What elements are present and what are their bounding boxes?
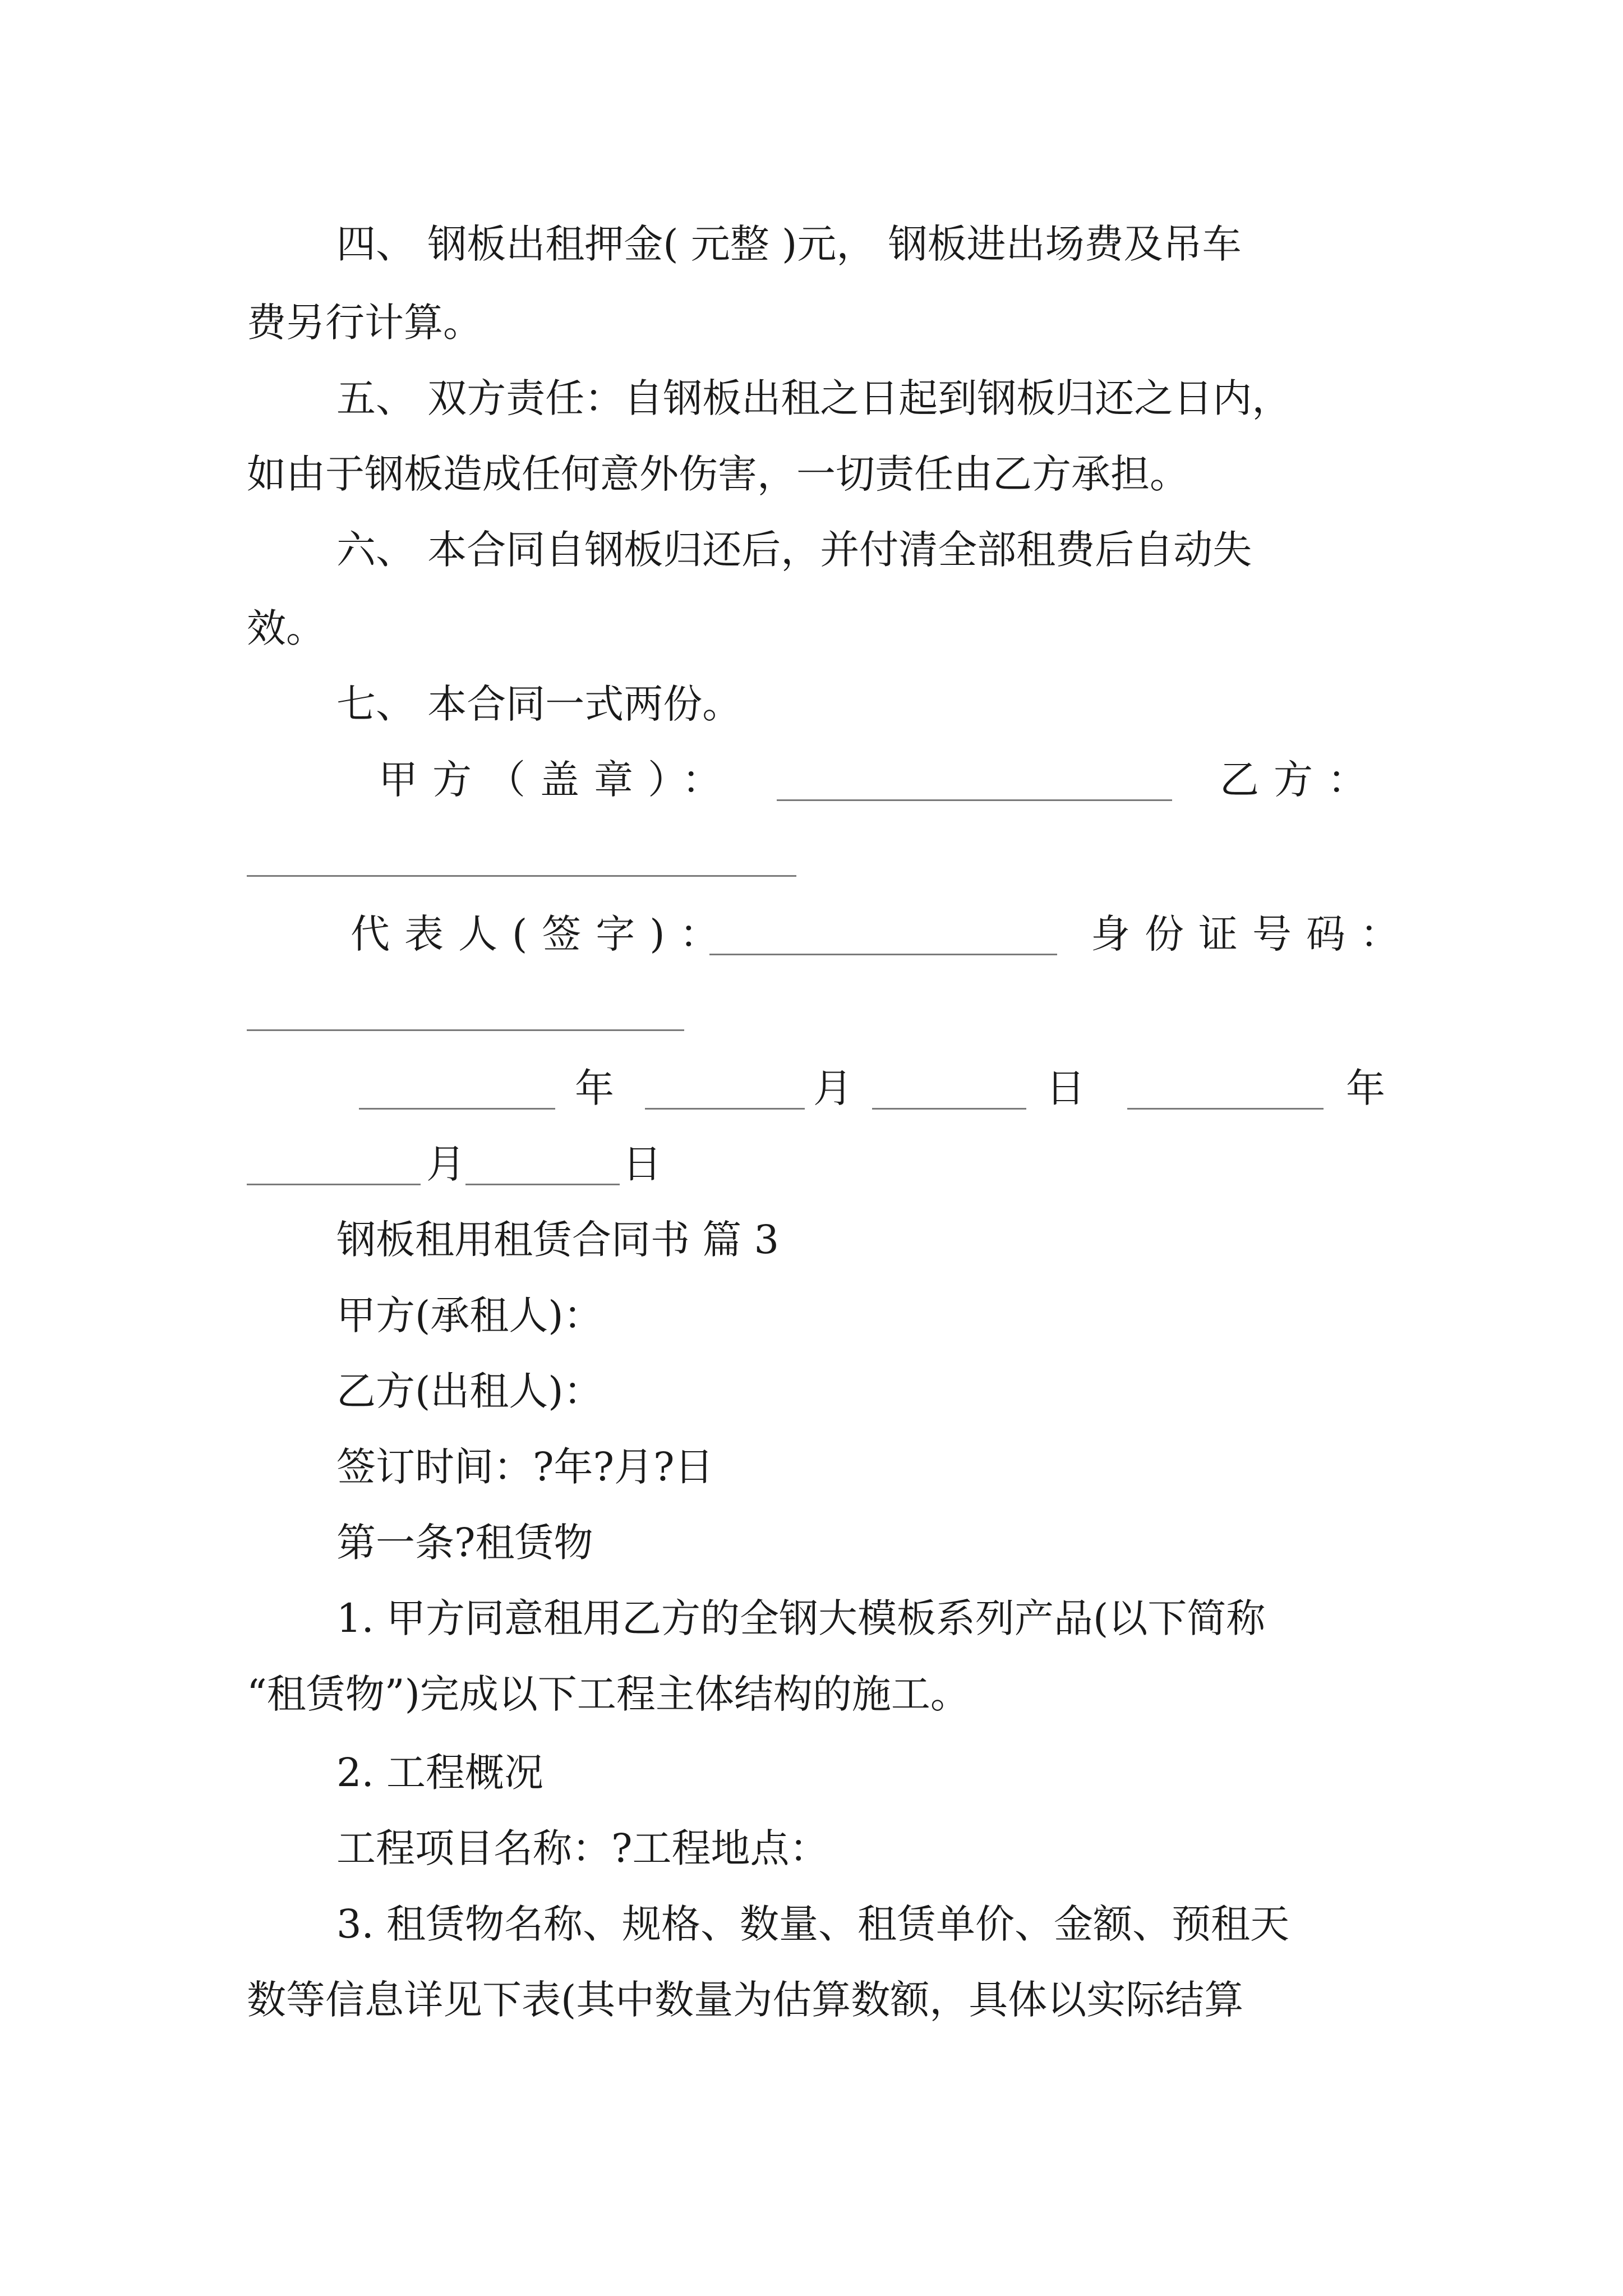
date-a-month-blank[interactable] bbox=[645, 1108, 805, 1110]
representative-blank[interactable] bbox=[709, 954, 1057, 955]
clause-5-line-2: 如由于钢板造成任何意外伤害，一切责任由乙方承担。 bbox=[247, 451, 1189, 497]
party-b-label: 乙方： bbox=[1220, 757, 1381, 803]
id-number-blank[interactable] bbox=[247, 1029, 684, 1031]
item-3-line-2: 数等信息详见下表(其中数量为估算数额，具体以实际结算 bbox=[247, 1977, 1244, 2023]
clause-6-line-1: 六、 本合同自钢板归还后，并付清全部租费后自动失 bbox=[336, 527, 1252, 573]
signing-date-line: 签订时间：?年?月?日 bbox=[336, 1444, 714, 1490]
article-1-heading: 第一条?租赁物 bbox=[336, 1520, 593, 1566]
date-a-month-label: 月 bbox=[813, 1065, 852, 1111]
project-info-line: 工程项目名称：?工程地点： bbox=[336, 1825, 829, 1871]
date-a-year-label: 年 bbox=[575, 1065, 614, 1111]
date-b-month-blank[interactable] bbox=[247, 1184, 421, 1185]
id-number-label: 身份证号码： bbox=[1091, 911, 1414, 957]
item-1-line-2: “租赁物”)完成以下工程主体结构的施工。 bbox=[247, 1671, 970, 1717]
clause-6-line-2: 效。 bbox=[247, 605, 325, 651]
item-2-heading: 2. 工程概况 bbox=[336, 1750, 544, 1796]
lessee-line: 甲方(承租人)： bbox=[336, 1292, 603, 1338]
date-a-day-label: 日 bbox=[1046, 1065, 1085, 1111]
date-b-month-label: 月 bbox=[426, 1141, 465, 1187]
item-3-line-1: 3. 租赁物名称、规格、数量、租赁单价、金额、预租天 bbox=[336, 1901, 1290, 1947]
clause-7: 七、 本合同一式两份。 bbox=[336, 681, 742, 727]
lessor-line: 乙方(出租人)： bbox=[336, 1368, 603, 1414]
date-b-year-label: 年 bbox=[1346, 1065, 1385, 1111]
date-b-day-blank[interactable] bbox=[465, 1184, 620, 1185]
clause-4-line-2: 费另行计算。 bbox=[247, 300, 482, 346]
item-1-line-1: 1. 甲方同意租用乙方的全钢大模板系列产品(以下简称 bbox=[336, 1595, 1266, 1641]
clause-4-line-1: 四、 钢板出租押金( 元整 )元， 钢板进出场费及吊车 bbox=[336, 221, 1242, 267]
date-b-day-label: 日 bbox=[623, 1141, 662, 1187]
clause-5-line-1: 五、 双方责任：自钢板出租之日起到钢板归还之日内， bbox=[336, 375, 1292, 421]
section-3-title: 钢板租用租赁合同书 篇 3 bbox=[336, 1217, 780, 1263]
party-b-blank[interactable] bbox=[247, 875, 796, 877]
party-a-seal-blank[interactable] bbox=[777, 799, 1172, 801]
date-a-day-blank[interactable] bbox=[872, 1108, 1026, 1110]
date-b-year-blank[interactable] bbox=[1127, 1108, 1324, 1110]
representative-label: 代表人(签字)： bbox=[351, 911, 734, 957]
date-a-year-blank[interactable] bbox=[359, 1108, 555, 1110]
party-a-seal-label: 甲方（盖章）： bbox=[379, 757, 736, 803]
